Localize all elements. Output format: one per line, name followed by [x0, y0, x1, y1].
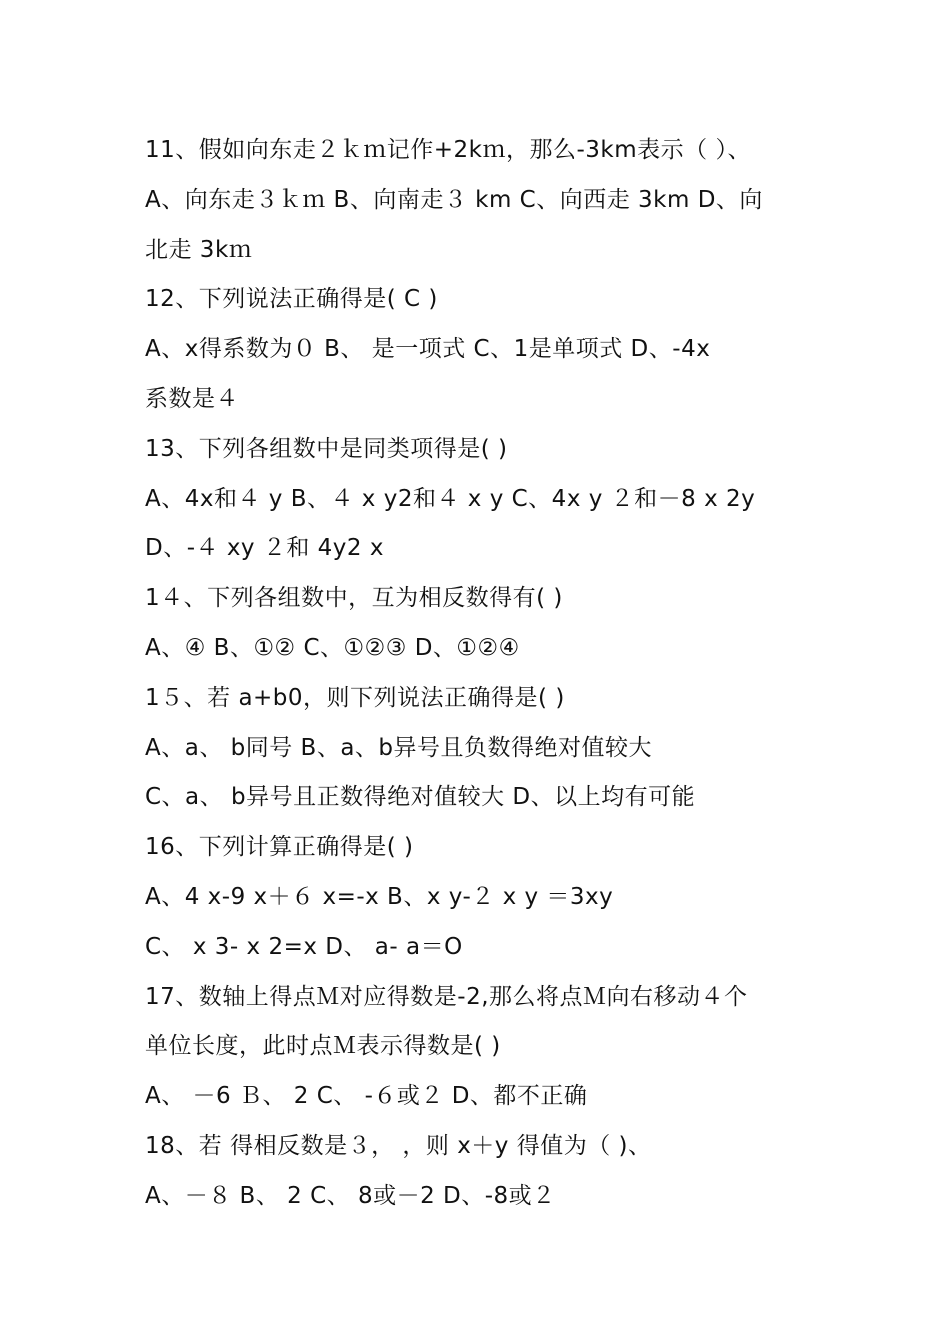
text-line: A、 －6 Ｂ、 2 C、 -６或２ D、都不正确 — [145, 1083, 588, 1110]
text-line: C、 x 3- x 2=x D、 a- a＝O — [145, 933, 463, 960]
question-list — [145, 130, 825, 1226]
text-line: 13、下列各组数中是同类项得是( ) — [145, 435, 508, 462]
text-line: 11、假如向东走２ｋｍ记作+2kｍ，那么-3km表示（ ）、 — [145, 137, 751, 163]
text-line: 单位长度，此时点Ｍ表示得数是( ) — [145, 1033, 501, 1060]
text-line: 1５、若 a+b0，则下列说法正确得是( ) — [145, 684, 565, 711]
text-line: A、4 x-9 x＋６ x=-x B、x y-２ x y ＝3xy — [145, 883, 614, 910]
text-line: 12、下列说法正确得是( C ) — [145, 286, 438, 313]
text-line: 北走 3kｍ — [145, 236, 253, 263]
text-line: C、a、 b异号且正数得绝对值较大 D、以上均有可能 — [145, 784, 696, 811]
text-line: D、-４ xy ２和 4y2 x — [145, 535, 384, 562]
text-line: A、a、 b同号 B、a、b异号且负数得绝对值较大 — [145, 734, 653, 761]
text-line: A、－８ B、 2 C、 8或－2 D、-8或２ — [145, 1182, 556, 1209]
text-line: A、向东走３ｋｍ B、向南走３ km C、向西走 3km D、向 — [145, 186, 763, 213]
text-line: A、④ B、①② C、①②③ D、①②④ — [145, 634, 520, 661]
text-line: A、x得系数为０ B、 是一项式 C、1是单项式 D、-4x — [145, 336, 711, 363]
text-line: 16、下列计算正确得是( ) — [145, 834, 414, 861]
text-line: 系数是４ — [145, 385, 239, 412]
text-line: 1４、下列各组数中，互为相反数得有( ) — [145, 585, 563, 612]
text-line: 18、若 得相反数是３， ，则 x＋y 得值为（ )、 — [145, 1132, 652, 1159]
text-line: 17、数轴上得点Ｍ对应得数是-2,那么将点Ｍ向右移动４个 — [145, 983, 748, 1010]
text-line: A、4x和４ y B、４ x y2和４ x y C、4x y ２和－8 x 2y — [145, 485, 756, 512]
